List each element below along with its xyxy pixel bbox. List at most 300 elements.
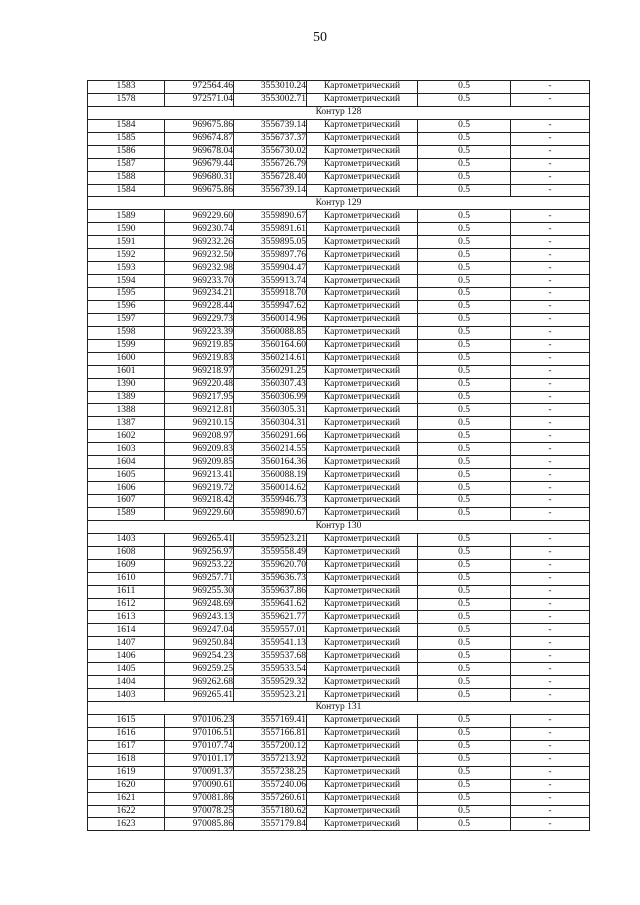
- accuracy: 0.5: [418, 249, 511, 262]
- point-number: 1407: [88, 637, 165, 650]
- y-coordinate: 3560014.62: [234, 482, 307, 495]
- accuracy: 0.5: [418, 507, 511, 520]
- table-row: [88, 624, 590, 637]
- method: Картометрический: [307, 637, 418, 650]
- method: Картометрический: [307, 495, 418, 508]
- x-coordinate: 969228.44: [165, 300, 234, 313]
- accuracy: 0.5: [418, 689, 511, 702]
- y-coordinate: 3560214.55: [234, 443, 307, 456]
- accuracy: 0.5: [418, 288, 511, 301]
- x-coordinate: 969208.97: [165, 430, 234, 443]
- description: -: [511, 546, 590, 559]
- contour-title: Контур 129: [88, 197, 590, 210]
- accuracy: 0.5: [418, 559, 511, 572]
- y-coordinate: 3560291.66: [234, 430, 307, 443]
- point-number: 1601: [88, 365, 165, 378]
- method: Картометрический: [307, 158, 418, 171]
- y-coordinate: 3560305.31: [234, 404, 307, 417]
- y-coordinate: 3559890.67: [234, 507, 307, 520]
- y-coordinate: 3557240.06: [234, 779, 307, 792]
- method: Картометрический: [307, 818, 418, 831]
- table-row: [88, 326, 590, 339]
- x-coordinate: 970078.25: [165, 805, 234, 818]
- point-number: 1621: [88, 792, 165, 805]
- method: Картометрический: [307, 533, 418, 546]
- description: -: [511, 119, 590, 132]
- accuracy: 0.5: [418, 262, 511, 275]
- point-number: 1403: [88, 689, 165, 702]
- accuracy: 0.5: [418, 300, 511, 313]
- point-number: 1587: [88, 158, 165, 171]
- description: -: [511, 598, 590, 611]
- contour-title: Контур 130: [88, 520, 590, 533]
- accuracy: 0.5: [418, 443, 511, 456]
- x-coordinate: 969212.81: [165, 404, 234, 417]
- table-row: [88, 482, 590, 495]
- table-row: [88, 585, 590, 598]
- description: -: [511, 766, 590, 779]
- y-coordinate: 3557238.25: [234, 766, 307, 779]
- point-number: 1388: [88, 404, 165, 417]
- x-coordinate: 969265.41: [165, 533, 234, 546]
- description: -: [511, 779, 590, 792]
- point-number: 1390: [88, 378, 165, 391]
- accuracy: 0.5: [418, 326, 511, 339]
- table-row: [88, 119, 590, 132]
- point-number: 1589: [88, 210, 165, 223]
- method: Картометрический: [307, 430, 418, 443]
- point-number: 1608: [88, 546, 165, 559]
- point-number: 1590: [88, 223, 165, 236]
- description: -: [511, 262, 590, 275]
- accuracy: 0.5: [418, 546, 511, 559]
- method: Картометрический: [307, 727, 418, 740]
- description: -: [511, 132, 590, 145]
- y-coordinate: 3560291.25: [234, 365, 307, 378]
- method: Картометрический: [307, 249, 418, 262]
- description: -: [511, 482, 590, 495]
- description: -: [511, 365, 590, 378]
- y-coordinate: 3557200.12: [234, 740, 307, 753]
- table-row: [88, 766, 590, 779]
- table-body: [88, 81, 590, 831]
- x-coordinate: 969250.84: [165, 637, 234, 650]
- y-coordinate: 3560088.19: [234, 469, 307, 482]
- x-coordinate: 969253.22: [165, 559, 234, 572]
- point-number: 1615: [88, 714, 165, 727]
- x-coordinate: 969209.83: [165, 443, 234, 456]
- description: -: [511, 818, 590, 831]
- description: -: [511, 676, 590, 689]
- description: -: [511, 663, 590, 676]
- point-number: 1598: [88, 326, 165, 339]
- table-row: [88, 404, 590, 417]
- point-number: 1619: [88, 766, 165, 779]
- y-coordinate: 3557260.61: [234, 792, 307, 805]
- table-row: [88, 753, 590, 766]
- method: Картометрический: [307, 236, 418, 249]
- y-coordinate: 3559913.74: [234, 275, 307, 288]
- contour-title: Контур 131: [88, 702, 590, 715]
- point-number: 1405: [88, 663, 165, 676]
- point-number: 1605: [88, 469, 165, 482]
- table-row: [88, 727, 590, 740]
- accuracy: 0.5: [418, 572, 511, 585]
- contour-header-row: [88, 520, 590, 533]
- y-coordinate: 3559558.49: [234, 546, 307, 559]
- point-number: 1603: [88, 443, 165, 456]
- table-row: [88, 676, 590, 689]
- x-coordinate: 969254.23: [165, 650, 234, 663]
- x-coordinate: 969219.83: [165, 352, 234, 365]
- x-coordinate: 969256.97: [165, 546, 234, 559]
- method: Картометрический: [307, 559, 418, 572]
- description: -: [511, 559, 590, 572]
- table-row: [88, 223, 590, 236]
- method: Картометрический: [307, 753, 418, 766]
- point-number: 1597: [88, 313, 165, 326]
- method: Картометрический: [307, 663, 418, 676]
- method: Картометрический: [307, 184, 418, 197]
- point-number: 1618: [88, 753, 165, 766]
- table-row: [88, 171, 590, 184]
- accuracy: 0.5: [418, 210, 511, 223]
- point-number: 1623: [88, 818, 165, 831]
- method: Картометрический: [307, 171, 418, 184]
- description: -: [511, 326, 590, 339]
- accuracy: 0.5: [418, 81, 511, 94]
- table-row: [88, 714, 590, 727]
- method: Картометрический: [307, 611, 418, 624]
- method: Картометрический: [307, 585, 418, 598]
- point-number: 1600: [88, 352, 165, 365]
- accuracy: 0.5: [418, 119, 511, 132]
- y-coordinate: 3559620.70: [234, 559, 307, 572]
- accuracy: 0.5: [418, 727, 511, 740]
- method: Картометрический: [307, 689, 418, 702]
- y-coordinate: 3559946.73: [234, 495, 307, 508]
- point-number: 1602: [88, 430, 165, 443]
- y-coordinate: 3557166.81: [234, 727, 307, 740]
- table-row: [88, 546, 590, 559]
- point-number: 1389: [88, 391, 165, 404]
- point-number: 1591: [88, 236, 165, 249]
- point-number: 1610: [88, 572, 165, 585]
- coordinates-table: [87, 80, 590, 831]
- table-row: [88, 210, 590, 223]
- y-coordinate: 3557179.84: [234, 818, 307, 831]
- table-row: [88, 145, 590, 158]
- y-coordinate: 3559947.62: [234, 300, 307, 313]
- table-row: [88, 378, 590, 391]
- point-number: 1586: [88, 145, 165, 158]
- table-row: [88, 300, 590, 313]
- description: -: [511, 339, 590, 352]
- description: -: [511, 249, 590, 262]
- method: Картометрический: [307, 378, 418, 391]
- method: Картометрический: [307, 93, 418, 106]
- x-coordinate: 969218.42: [165, 495, 234, 508]
- x-coordinate: 969223.39: [165, 326, 234, 339]
- method: Картометрический: [307, 456, 418, 469]
- table-row: [88, 689, 590, 702]
- method: Картометрический: [307, 624, 418, 637]
- point-number: 1613: [88, 611, 165, 624]
- point-number: 1609: [88, 559, 165, 572]
- accuracy: 0.5: [418, 378, 511, 391]
- point-number: 1622: [88, 805, 165, 818]
- accuracy: 0.5: [418, 792, 511, 805]
- point-number: 1406: [88, 650, 165, 663]
- accuracy: 0.5: [418, 805, 511, 818]
- y-coordinate: 3553002.71: [234, 93, 307, 106]
- method: Картометрический: [307, 792, 418, 805]
- description: -: [511, 611, 590, 624]
- x-coordinate: 969674.87: [165, 132, 234, 145]
- y-coordinate: 3559537.68: [234, 650, 307, 663]
- accuracy: 0.5: [418, 650, 511, 663]
- table-row: [88, 132, 590, 145]
- description: -: [511, 624, 590, 637]
- table-row: [88, 663, 590, 676]
- y-coordinate: 3556726.79: [234, 158, 307, 171]
- table-row: [88, 456, 590, 469]
- contour-title: Контур 128: [88, 106, 590, 119]
- accuracy: 0.5: [418, 365, 511, 378]
- x-coordinate: 969213.41: [165, 469, 234, 482]
- x-coordinate: 969229.73: [165, 313, 234, 326]
- accuracy: 0.5: [418, 495, 511, 508]
- table-row: [88, 779, 590, 792]
- point-number: 1606: [88, 482, 165, 495]
- x-coordinate: 970106.23: [165, 714, 234, 727]
- table-row: [88, 81, 590, 94]
- table-row: [88, 313, 590, 326]
- table-row: [88, 792, 590, 805]
- accuracy: 0.5: [418, 637, 511, 650]
- method: Картометрический: [307, 365, 418, 378]
- description: -: [511, 805, 590, 818]
- description: -: [511, 288, 590, 301]
- x-coordinate: 970090.61: [165, 779, 234, 792]
- description: -: [511, 404, 590, 417]
- x-coordinate: 969209.85: [165, 456, 234, 469]
- point-number: 1595: [88, 288, 165, 301]
- method: Картометрический: [307, 404, 418, 417]
- description: -: [511, 417, 590, 430]
- method: Картометрический: [307, 275, 418, 288]
- y-coordinate: 3560307.43: [234, 378, 307, 391]
- x-coordinate: 970091.37: [165, 766, 234, 779]
- x-coordinate: 969232.50: [165, 249, 234, 262]
- description: -: [511, 469, 590, 482]
- point-number: 1588: [88, 171, 165, 184]
- point-number: 1583: [88, 81, 165, 94]
- accuracy: 0.5: [418, 313, 511, 326]
- method: Картометрический: [307, 598, 418, 611]
- y-coordinate: 3560164.60: [234, 339, 307, 352]
- y-coordinate: 3560164.36: [234, 456, 307, 469]
- table-row: [88, 533, 590, 546]
- table-row: [88, 805, 590, 818]
- table-row: [88, 339, 590, 352]
- y-coordinate: 3559891.61: [234, 223, 307, 236]
- description: -: [511, 689, 590, 702]
- y-coordinate: 3560088.85: [234, 326, 307, 339]
- method: Картометрический: [307, 779, 418, 792]
- table-row: [88, 443, 590, 456]
- method: Картометрический: [307, 469, 418, 482]
- description: -: [511, 81, 590, 94]
- x-coordinate: 969218.97: [165, 365, 234, 378]
- method: Картометрический: [307, 210, 418, 223]
- description: -: [511, 507, 590, 520]
- description: -: [511, 145, 590, 158]
- accuracy: 0.5: [418, 663, 511, 676]
- contour-header-row: [88, 197, 590, 210]
- description: -: [511, 495, 590, 508]
- y-coordinate: 3559918.70: [234, 288, 307, 301]
- y-coordinate: 3556730.02: [234, 145, 307, 158]
- point-number: 1589: [88, 507, 165, 520]
- page-number: 50: [313, 30, 327, 45]
- method: Картометрический: [307, 300, 418, 313]
- x-coordinate: 969255.30: [165, 585, 234, 598]
- x-coordinate: 969233.70: [165, 275, 234, 288]
- y-coordinate: 3560306.99: [234, 391, 307, 404]
- description: -: [511, 378, 590, 391]
- accuracy: 0.5: [418, 598, 511, 611]
- point-number: 1592: [88, 249, 165, 262]
- table-row: [88, 417, 590, 430]
- table-row: [88, 637, 590, 650]
- accuracy: 0.5: [418, 417, 511, 430]
- method: Картометрический: [307, 81, 418, 94]
- x-coordinate: 969210.15: [165, 417, 234, 430]
- x-coordinate: 972564.46: [165, 81, 234, 94]
- table-row: [88, 495, 590, 508]
- y-coordinate: 3559529.32: [234, 676, 307, 689]
- x-coordinate: 969679.44: [165, 158, 234, 171]
- table-row: [88, 275, 590, 288]
- x-coordinate: 969229.60: [165, 210, 234, 223]
- y-coordinate: 3559533.54: [234, 663, 307, 676]
- accuracy: 0.5: [418, 611, 511, 624]
- accuracy: 0.5: [418, 158, 511, 171]
- description: -: [511, 456, 590, 469]
- accuracy: 0.5: [418, 456, 511, 469]
- method: Картометрический: [307, 339, 418, 352]
- point-number: 1578: [88, 93, 165, 106]
- accuracy: 0.5: [418, 391, 511, 404]
- x-coordinate: 969217.95: [165, 391, 234, 404]
- description: -: [511, 300, 590, 313]
- method: Картометрический: [307, 313, 418, 326]
- y-coordinate: 3559904.47: [234, 262, 307, 275]
- y-coordinate: 3559541.13: [234, 637, 307, 650]
- accuracy: 0.5: [418, 275, 511, 288]
- description: -: [511, 430, 590, 443]
- x-coordinate: 969234.21: [165, 288, 234, 301]
- y-coordinate: 3556739.14: [234, 119, 307, 132]
- description: -: [511, 275, 590, 288]
- accuracy: 0.5: [418, 753, 511, 766]
- table-row: [88, 818, 590, 831]
- description: -: [511, 171, 590, 184]
- table-row: [88, 740, 590, 753]
- point-number: 1612: [88, 598, 165, 611]
- point-number: 1616: [88, 727, 165, 740]
- x-coordinate: 969229.60: [165, 507, 234, 520]
- y-coordinate: 3559523.21: [234, 689, 307, 702]
- point-number: 1620: [88, 779, 165, 792]
- method: Картометрический: [307, 650, 418, 663]
- accuracy: 0.5: [418, 145, 511, 158]
- x-coordinate: 970101.17: [165, 753, 234, 766]
- description: -: [511, 792, 590, 805]
- description: -: [511, 714, 590, 727]
- description: -: [511, 533, 590, 546]
- y-coordinate: 3553010.24: [234, 81, 307, 94]
- table-row: [88, 236, 590, 249]
- table-row: [88, 430, 590, 443]
- table-row: [88, 650, 590, 663]
- method: Картометрический: [307, 417, 418, 430]
- description: -: [511, 184, 590, 197]
- description: -: [511, 753, 590, 766]
- accuracy: 0.5: [418, 676, 511, 689]
- point-number: 1585: [88, 132, 165, 145]
- y-coordinate: 3559637.86: [234, 585, 307, 598]
- point-number: 1611: [88, 585, 165, 598]
- table-row: [88, 611, 590, 624]
- description: -: [511, 650, 590, 663]
- point-number: 1604: [88, 456, 165, 469]
- x-coordinate: 970085.86: [165, 818, 234, 831]
- accuracy: 0.5: [418, 714, 511, 727]
- point-number: 1594: [88, 275, 165, 288]
- x-coordinate: 969675.86: [165, 184, 234, 197]
- contour-header-row: [88, 106, 590, 119]
- table-row: [88, 352, 590, 365]
- method: Картометрический: [307, 223, 418, 236]
- description: -: [511, 93, 590, 106]
- point-number: 1617: [88, 740, 165, 753]
- x-coordinate: 969232.98: [165, 262, 234, 275]
- point-number: 1404: [88, 676, 165, 689]
- table-row: [88, 249, 590, 262]
- y-coordinate: 3556739.14: [234, 184, 307, 197]
- accuracy: 0.5: [418, 132, 511, 145]
- y-coordinate: 3560014.96: [234, 313, 307, 326]
- table-row: [88, 288, 590, 301]
- y-coordinate: 3559636.73: [234, 572, 307, 585]
- method: Картометрический: [307, 326, 418, 339]
- table-row: [88, 391, 590, 404]
- method: Картометрический: [307, 766, 418, 779]
- point-number: 1584: [88, 119, 165, 132]
- table-row: [88, 184, 590, 197]
- accuracy: 0.5: [418, 585, 511, 598]
- table-row: [88, 365, 590, 378]
- y-coordinate: 3559641.62: [234, 598, 307, 611]
- x-coordinate: 970107.74: [165, 740, 234, 753]
- x-coordinate: 969680.31: [165, 171, 234, 184]
- accuracy: 0.5: [418, 482, 511, 495]
- x-coordinate: 969265.41: [165, 689, 234, 702]
- table-row: [88, 507, 590, 520]
- point-number: 1599: [88, 339, 165, 352]
